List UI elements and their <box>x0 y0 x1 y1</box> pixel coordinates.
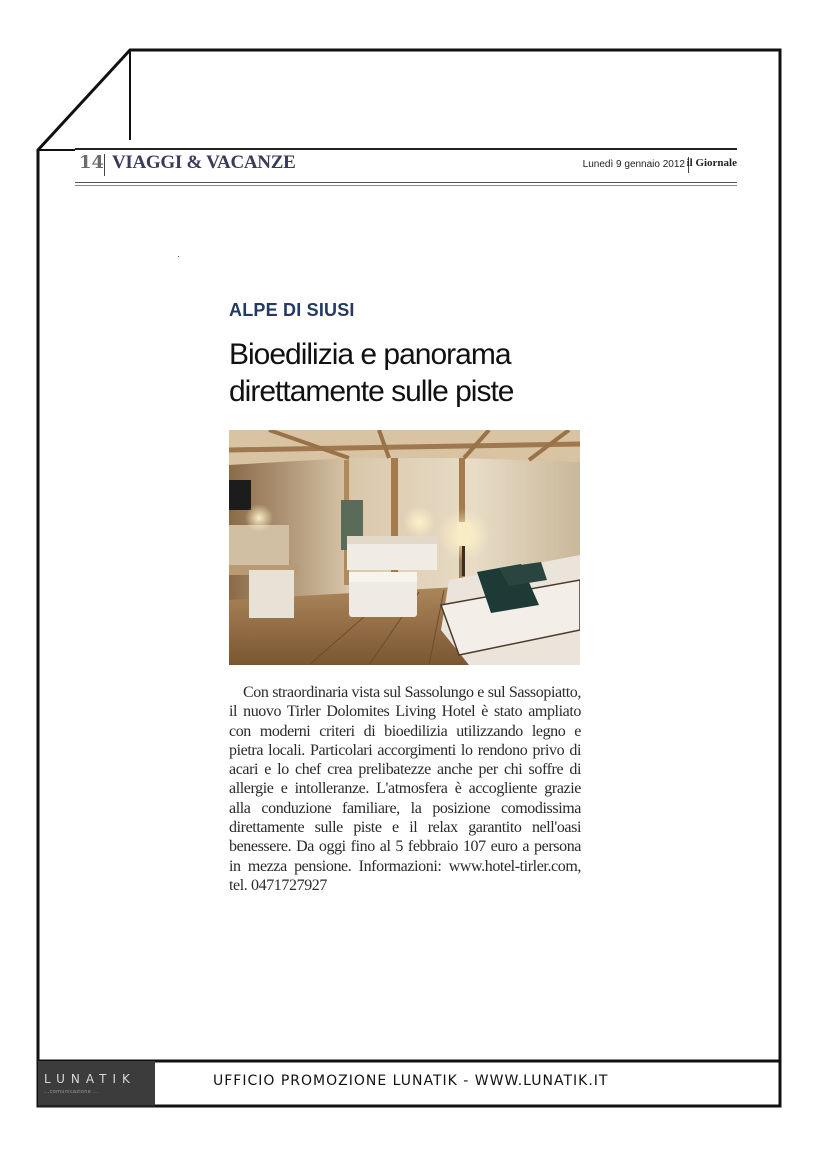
masthead-bottom-rule-secondary <box>75 185 737 186</box>
promo-text: UFFICIO PROMOZIONE LUNATIK - WWW.LUNATIK.IT <box>213 1073 609 1089</box>
newspaper-masthead <box>75 148 737 188</box>
promo-footer <box>38 1061 780 1105</box>
headline-line-1: Bioedilizia e panorama <box>229 338 511 371</box>
logo-tagline: ...comunicazione ... <box>44 1089 99 1095</box>
masthead-divider <box>104 154 105 176</box>
masthead-bottom-rule <box>75 182 737 183</box>
issue-date: Lunedì 9 gennaio 2012 <box>582 159 685 170</box>
article-headline <box>229 336 589 410</box>
newspaper-name: il Giornale <box>686 157 737 169</box>
article-body: Con straordinaria vista sul Sassolungo e sul Sassopiatto, il nuovo Tirler Dolomites Living Hotel è stato ampliato con moderni criteri di bioedilizia utilizzando legno e pietra locali. Particolari accorgimenti lo rendono privo di acari e lo chef crea prelibatezze anche per chi soffre di allergie e intolleranze. L'atmosfera è accogliente grazie alla conduzione familiare, la posizione comodissima direttamente sulle piste e il relax garantito nell'oasi benessere. Da oggi fino al 5 febbraio 107 euro a persona in mezza pensione. Informazioni: www.hotel-tirler.com, tel. 0471727927 <box>229 684 581 894</box>
hotel-room-photo <box>229 430 580 665</box>
section-name: VIAGGI & VACANZE <box>112 152 296 173</box>
article-kicker: ALPE DI SIUSI <box>229 300 355 320</box>
logo-wordmark: LUNATIK <box>44 1072 136 1086</box>
page-number: 14 <box>79 152 105 173</box>
headline-line-2: direttamente sulle piste <box>229 375 514 408</box>
scan-speck <box>178 256 179 257</box>
lunatik-logo <box>38 1061 155 1107</box>
masthead-top-rule <box>75 148 737 150</box>
